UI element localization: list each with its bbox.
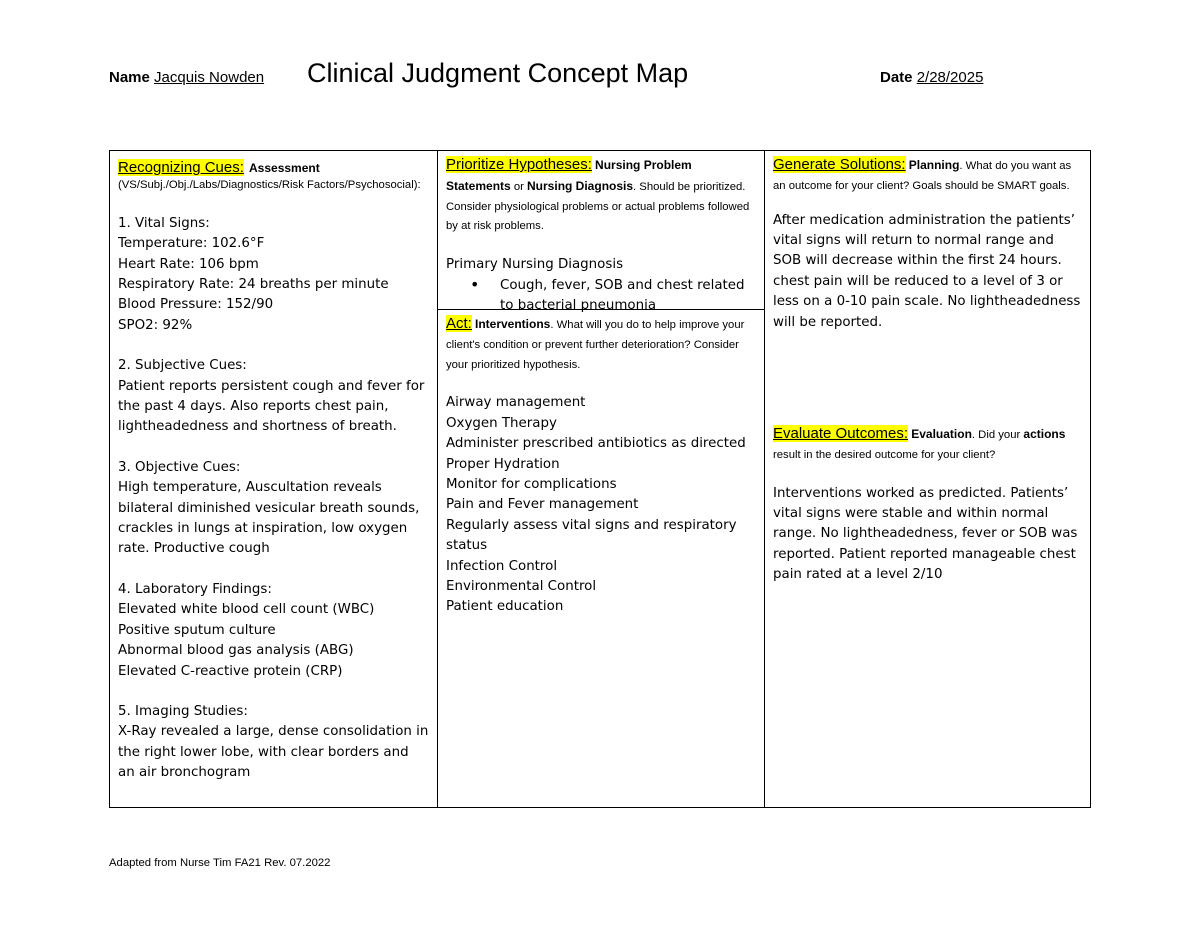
primary-diagnosis-label: Primary Nursing Diagnosis [446, 257, 624, 273]
intervention-item: Regularly assess vital signs and respiratory status [446, 517, 737, 554]
name-field [109, 69, 264, 86]
nursing-diagnosis-label: Nursing Diagnosis [527, 178, 634, 193]
evaluate-outcomes-heading: Evaluate Outcomes: [773, 425, 909, 443]
imaging-studies-title: 5. Imaging Studies: [118, 703, 248, 719]
footer-note: Adapted from Nurse Tim FA21 Rev. 07.2022 [109, 857, 331, 869]
act-description: . What will you do to help improve your client's condition or prevent further deterioration? Consider your prioritized hypothesis. [446, 319, 745, 371]
lab-finding-line: Abnormal blood gas analysis (ABG) [118, 643, 354, 659]
act-heading: Act: [446, 315, 472, 332]
evaluate-outcomes-header [773, 424, 1082, 466]
lab-finding-line: Positive sputum culture [118, 622, 276, 638]
evaluate-outcomes-text: Interventions worked as predicted. Patients’ vital signs were stable and within normal range. No lightheadedness, fever or SOB was reported. Patient reported manageable chest pain rated at a level 2/10 [773, 485, 1078, 583]
date-field [880, 69, 983, 86]
intervention-item: Administer prescribed antibiotics as directed [446, 436, 746, 452]
prioritize-hypotheses-heading: Prioritize Hypotheses: [446, 156, 592, 173]
intervention-item: Infection Control [446, 558, 558, 574]
vital-sign-line: Heart Rate: 106 bpm [118, 256, 259, 272]
intervention-item: Environmental Control [446, 579, 597, 595]
intervention-item: Airway management [446, 395, 586, 411]
vital-sign-line: Blood Pressure: 152/90 [118, 297, 274, 313]
intervention-item: Proper Hydration [446, 456, 560, 472]
nursing-problem-label: Nursing Problem Statements [446, 158, 692, 193]
evaluation-label: Evaluation [911, 427, 972, 442]
intervention-item: Monitor for complications [446, 477, 617, 493]
name-value: Jacquis Nowden [154, 69, 265, 86]
lab-finding-line: Elevated C-reactive protein (CRP) [118, 663, 343, 679]
recognizing-cues-cell [110, 151, 438, 807]
subjective-cues-text: Patient reports persistent cough and fever for the past 4 days. Also reports chest pain, lightheadedness and shortness of breath. [118, 378, 425, 435]
generate-solutions-text: After medication administration the patients’ vital signs will return to normal range and SOB will decrease within the first 24 hours. chest pain will be reduced to a level of 3 or less on a 0-10 pain scale. No lightheadedness will be reported. [773, 212, 1081, 330]
imaging-studies-text: X-Ray revealed a large, dense consolidation in the right lower lobe, with clear borders and an air bronchogram [118, 724, 429, 781]
recognizing-cues-heading: Recognizing Cues: [118, 159, 244, 176]
objective-cues-text: High temperature, Auscultation reveals bilateral diminished vesicular breath sounds, crackles in lungs at inspiration, low oxygen rate. Productive cough [118, 480, 420, 557]
middle-column [438, 151, 765, 807]
right-column [765, 151, 1090, 807]
evaluate-description-pre: . Did your [971, 429, 1024, 442]
intervention-item: Oxygen Therapy [446, 415, 557, 431]
vital-sign-line: Respiratory Rate: 24 breaths per minute [118, 277, 389, 293]
concept-map-table [109, 150, 1091, 808]
prioritize-hypotheses-cell [438, 151, 765, 313]
or-text: or [510, 180, 528, 193]
date-label: Date [880, 69, 913, 86]
actions-word: actions [1023, 427, 1066, 442]
assessment-description: (VS/Subj./Obj./Labs/Diagnostics/Risk Factors/Psychosocial): [118, 179, 421, 191]
evaluate-description-post: result in the desired outcome for your client? [773, 448, 996, 461]
intervention-item: Pain and Fever management [446, 497, 639, 513]
objective-cues-title: 3. Objective Cues: [118, 459, 241, 475]
interventions-label: Interventions [474, 317, 551, 331]
act-cell [438, 310, 765, 622]
generate-description: . What do you want as an outcome for your client? Goals should be SMART goals. [773, 160, 1072, 192]
lab-findings-title: 4. Laboratory Findings: [118, 581, 272, 597]
generate-solutions-header [773, 155, 1082, 197]
intervention-item: Patient education [446, 599, 564, 615]
vital-signs-title: 1. Vital Signs: [118, 215, 210, 231]
generate-solutions-heading: Generate Solutions: [773, 156, 906, 173]
prioritize-description: . Should be prioritized. Consider physiological problems or actual problems followed by at risk problems. [446, 180, 750, 233]
page-title: Clinical Judgment Concept Map [307, 58, 689, 88]
name-label: Name [109, 69, 150, 86]
vital-sign-line: SPO2: 92% [118, 317, 193, 333]
assessment-label: Assessment [249, 161, 320, 175]
vital-sign-line: Temperature: 102.6°F [118, 236, 265, 252]
planning-label: Planning [908, 158, 960, 172]
date-value: 2/28/2025 [916, 69, 984, 86]
diagnosis-item: • Cough, fever, SOB and chest related to bacterial pneumonia [490, 276, 757, 317]
subjective-cues-title: 2. Subjective Cues: [118, 358, 247, 374]
lab-finding-line: Elevated white blood cell count (WBC) [118, 602, 375, 618]
